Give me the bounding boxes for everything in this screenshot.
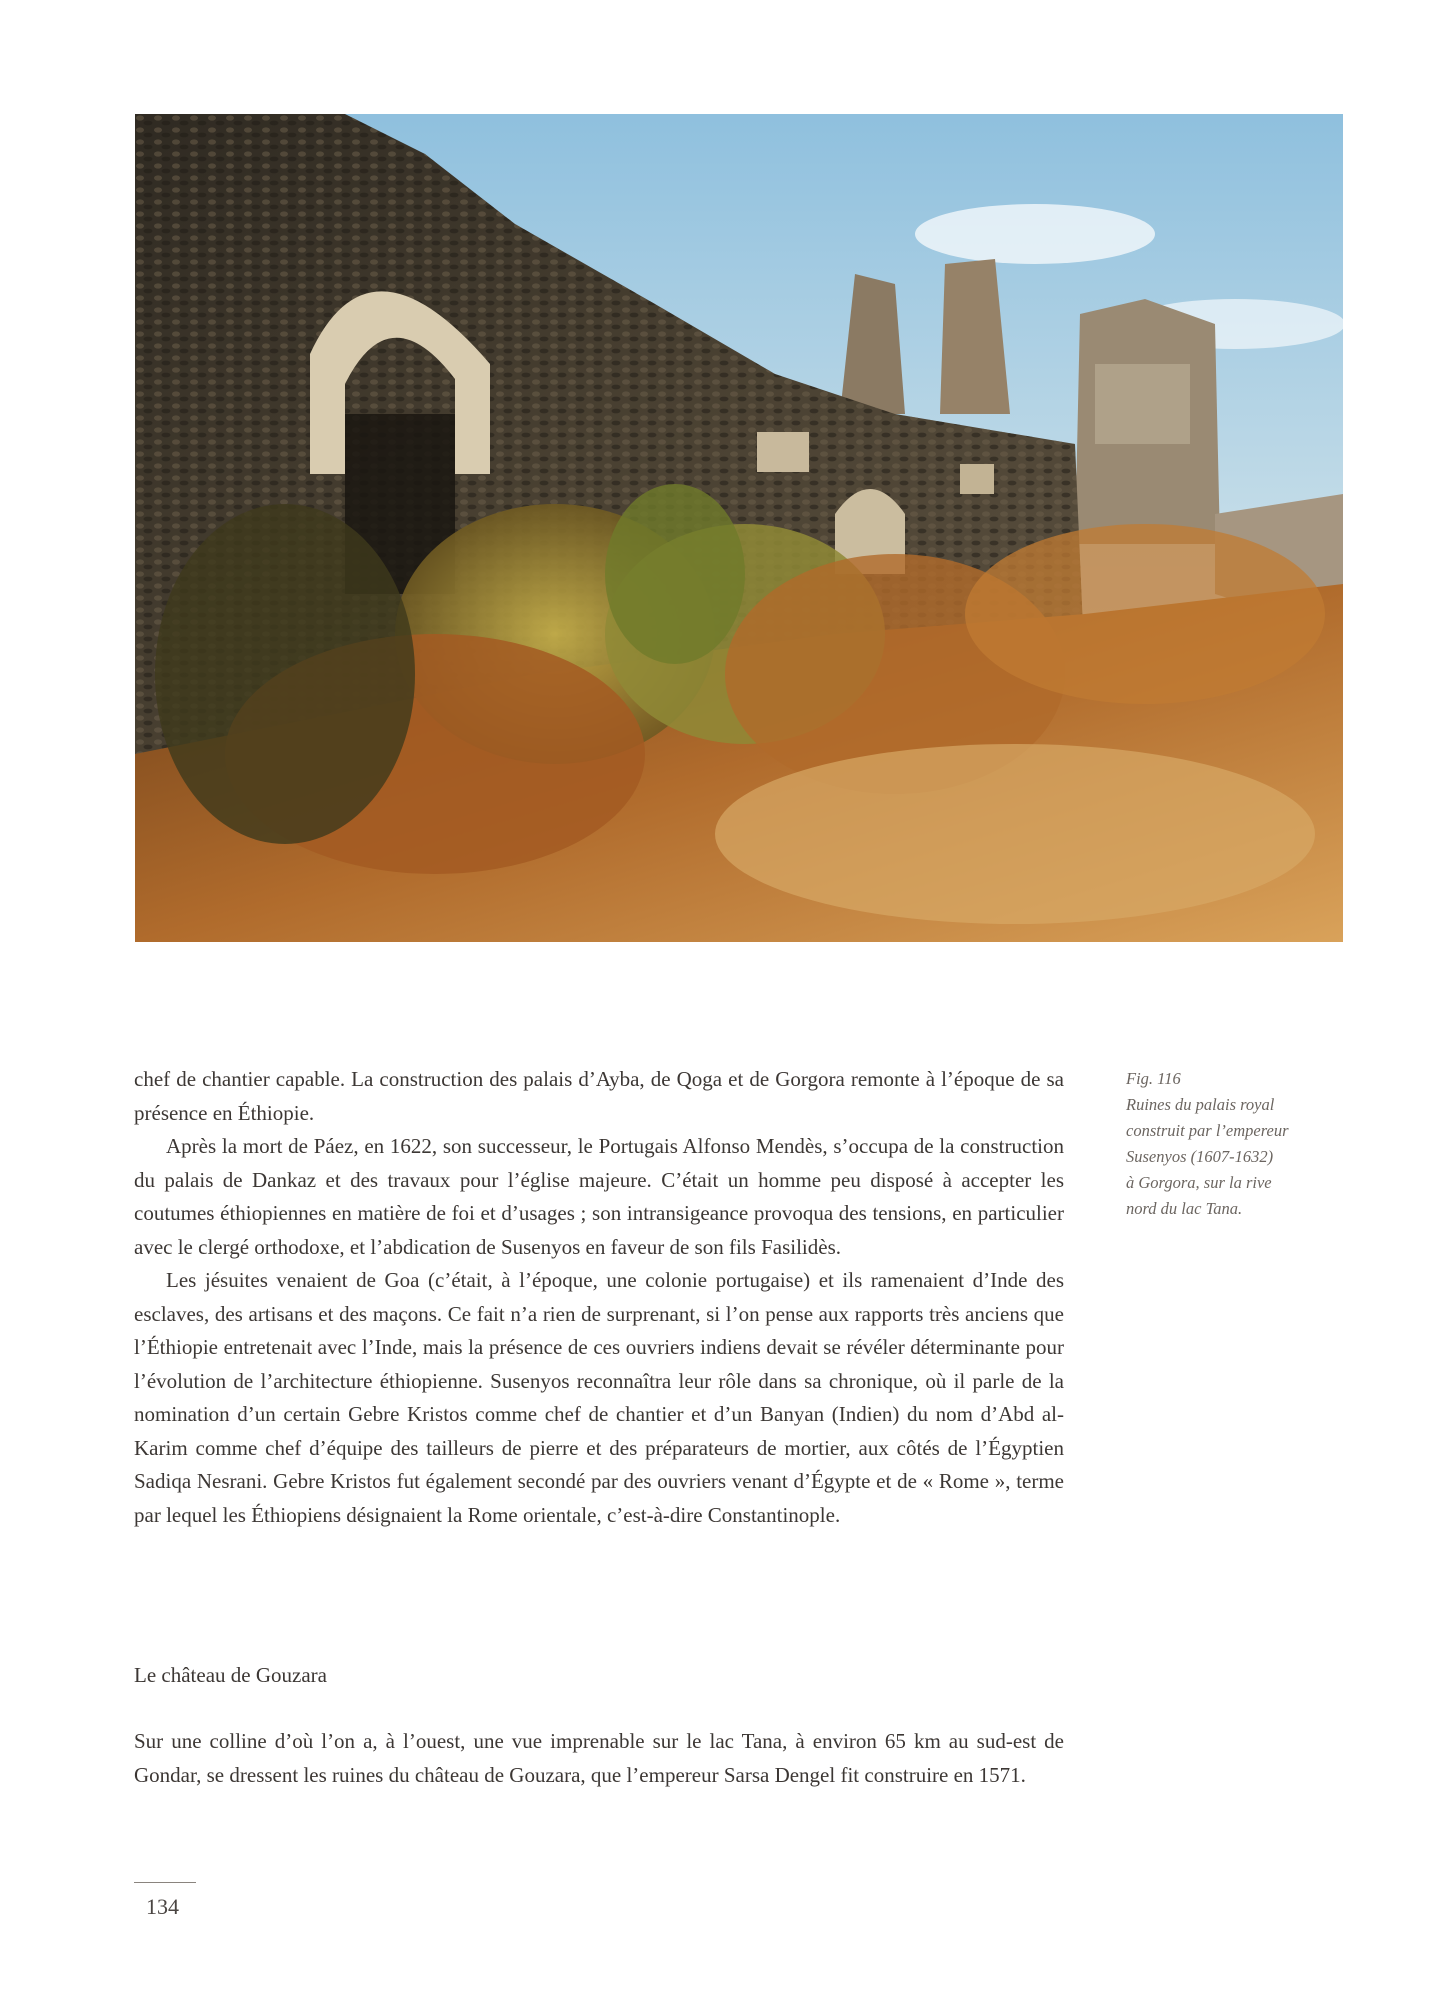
folio-rule [134, 1882, 196, 1883]
section-text [134, 1725, 1064, 1792]
caption-line: nord du lac Tana. [1126, 1199, 1243, 1218]
figure-caption [1126, 1066, 1316, 1222]
section-heading: Le château de Gouzara [134, 1663, 327, 1687]
body-paragraph: Après la mort de Páez, en 1622, son successeur, le Portugais Alfonso Mendès, s’occupa de la construction du palais de Dankaz et des travaux pour l’église majeure. C’était un homme peu disposé à accepter les coutumes éthiopiennes en matière de foi et d’usages ; son intransigeance provoqua des tensions, en particulier avec le clergé orthodoxe, et l’abdication de Susenyos en faveur de son fils Fasilidès. [134, 1134, 1064, 1259]
section-paragraph: Sur une colline d’où l’on a, à l’ouest, une vue imprenable sur le lac Tana, à environ 65 km au sud-est de Gondar, se dressent les ruines du château de Gouzara, que l’empereur Sarsa Dengel fit construire en 1571. [134, 1729, 1064, 1787]
ruins-photo [135, 114, 1343, 942]
caption-line: construit par l’empereur [1126, 1121, 1289, 1140]
body-paragraph: Les jésuites venaient de Goa (c’était, à l’époque, une colonie portugaise) et ils ramenaient d’Inde des esclaves, des artisans et des maçons. Ce fait n’a rien de surprenant, si l’on pense aux rapports très anciens que l’Éthiopie entretenait avec l’Inde, mais la présence de ces ouvriers indiens devait se révéler déterminante pour l’évolution de l’architecture éthiopienne. Susenyos reconnaîtra leur rôle dans sa chronique, où il parle de la nomination d’un certain Gebre Kristos comme chef de chantier et d’un Banyan (Indien) du nom d’Abd al-Karim comme chef d’équipe des tailleurs de pierre et des préparateurs de mortier, aux côtés de l’Égyptien Sadiqa Nesrani. Gebre Kristos fut également secondé par des ouvriers venant d’Égypte et de « Rome », terme par lequel les Éthiopiens désignaient la Rome orientale, c’est-à-dire Constantinople. [134, 1268, 1064, 1527]
body-paragraph: chef de chantier capable. La construction des palais d’Ayba, de Qoga et de Gorgora remonte à l’époque de sa présence en Éthiopie. [134, 1067, 1064, 1125]
body-text [134, 1063, 1064, 1532]
page-number: 134 [146, 1894, 179, 1919]
caption-line: Fig. 116 [1126, 1069, 1181, 1088]
caption-line: Ruines du palais royal [1126, 1095, 1275, 1114]
ruins-photo-illustration [135, 114, 1343, 942]
caption-line: Susenyos (1607-1632) [1126, 1147, 1274, 1166]
caption-line: à Gorgora, sur la rive [1126, 1173, 1272, 1192]
